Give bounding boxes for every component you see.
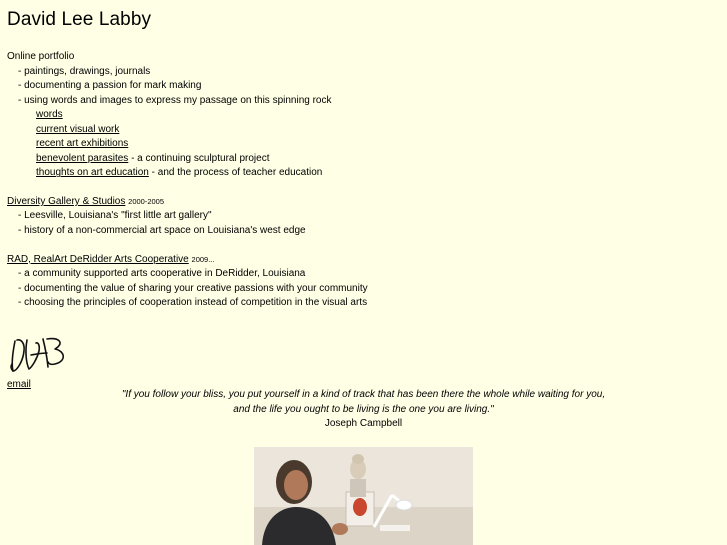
- portfolio-link-row: [7, 152, 719, 167]
- diversity-gallery-link[interactable]: Diversity Gallery & Studios: [7, 195, 126, 207]
- rad-section: [7, 253, 719, 311]
- rad-cooperative-link[interactable]: RAD, RealArt DeRidder Arts Cooperative: [7, 253, 189, 265]
- quote-author: Joseph Campbell: [324, 418, 403, 429]
- quote-line: "If you follow your bliss, you put yourself in a kind of track that has been there the whole while waiting for you,: [121, 389, 606, 400]
- portfolio-section: [7, 50, 719, 181]
- rad-heading: [7, 253, 719, 268]
- portfolio-link-row: [7, 137, 719, 152]
- rad-years: 2009...: [191, 254, 215, 264]
- portfolio-item: - documenting a passion for mark making: [18, 80, 202, 92]
- page: [7, 0, 719, 391]
- current-visual-work-link[interactable]: current visual work: [36, 123, 120, 135]
- diversity-years: 2000-2005: [128, 196, 165, 206]
- rad-item: - a community supported arts cooperative in DeRidder, Louisiana: [18, 268, 306, 280]
- quote-block: [0, 388, 727, 432]
- rad-item: - documenting the value of sharing your creative passions with your community: [18, 282, 368, 294]
- page-title: David Lee Labby: [7, 9, 152, 30]
- artist-photo-illustration: [254, 447, 473, 545]
- recent-art-exhibitions-link[interactable]: recent art exhibitions: [36, 138, 129, 150]
- diversity-heading: [7, 195, 719, 210]
- benevolent-parasites-link[interactable]: benevolent parasites: [36, 152, 129, 164]
- portfolio-item: - paintings, drawings, journals: [18, 65, 151, 77]
- thoughts-on-art-education-link[interactable]: thoughts on art education: [36, 167, 149, 179]
- diversity-item: - Leesville, Louisiana's "first little art gallery": [18, 210, 212, 222]
- benevolent-parasites-description: - a continuing sculptural project: [128, 152, 270, 164]
- rad-item: - choosing the principles of cooperation instead of competition in the visual arts: [18, 297, 368, 309]
- portfolio-heading: Online portfolio: [7, 51, 75, 62]
- diversity-section: [7, 195, 719, 239]
- portfolio-link-row: [7, 123, 719, 138]
- portfolio-link-row: [7, 108, 719, 123]
- email-link[interactable]: email: [7, 378, 31, 390]
- signature-image: [7, 331, 71, 375]
- words-link[interactable]: words: [36, 109, 63, 121]
- artist-photo: [254, 447, 473, 545]
- quote-line: and the life you ought to be living is the one you are living.": [233, 403, 494, 415]
- diversity-item: - history of a non-commercial art space on Louisiana's west edge: [18, 225, 306, 237]
- portfolio-link-row: [7, 166, 719, 181]
- art-education-description: - and the process of teacher education: [148, 167, 323, 179]
- portfolio-item: - using words and images to express my passage on this spinning rock: [18, 94, 332, 106]
